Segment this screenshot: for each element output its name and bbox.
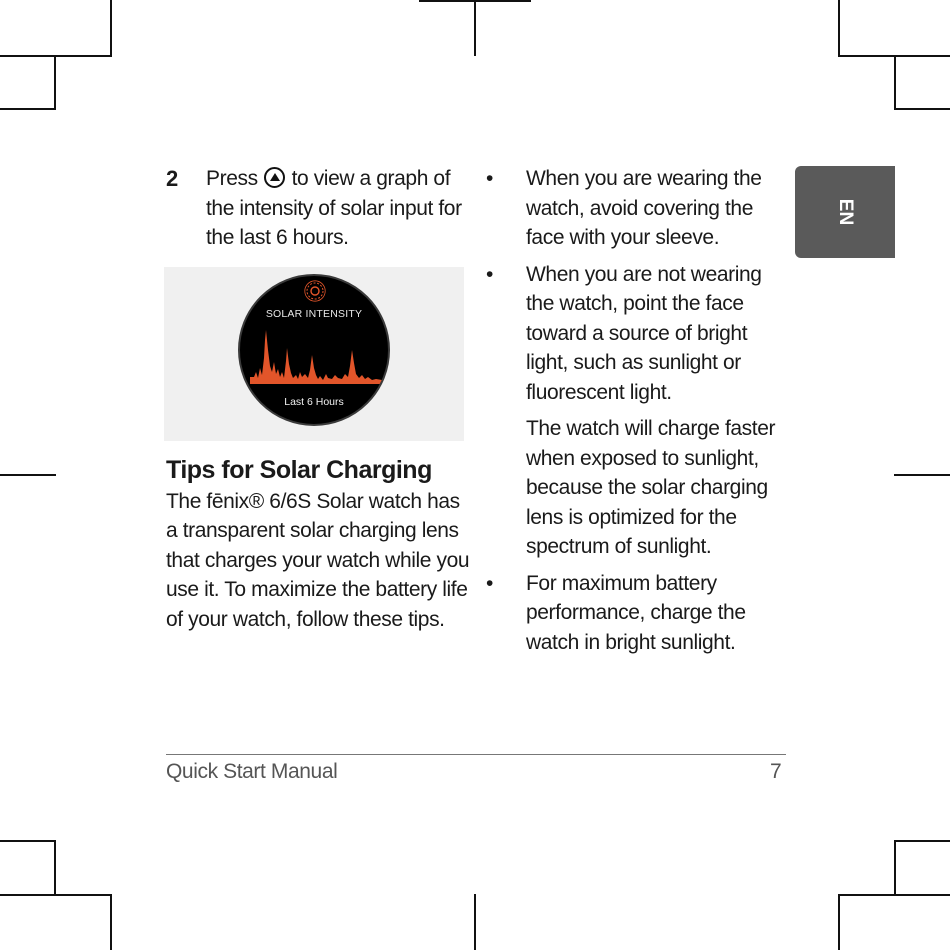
bullet-sub-paragraph: The watch will charge faster when exposed to sunlight, because the solar charging lens is optimized for the spectrum of sunlight. (526, 417, 776, 558)
watch-illustration (164, 267, 464, 441)
step-text-after: to view a graph of the intensity of solar input for the last 6 hours. (206, 167, 462, 249)
crop-mark (894, 840, 950, 842)
right-column (486, 164, 786, 664)
page-number: 7 (770, 760, 782, 783)
bullet-item (486, 260, 786, 408)
crop-mark (838, 894, 950, 896)
crop-mark (894, 840, 896, 895)
bullet-text: When you are wearing the watch, avoid covering the face with your sleeve. (526, 167, 762, 249)
crop-mark (838, 894, 840, 950)
tips-paragraph: The fēnix® 6/6S Solar watch has a transparent solar charging lens that charges your watch while you use it. To maximize the battery life of your watch, follow these tips. (166, 489, 470, 631)
bullet-marker: • (486, 571, 493, 595)
watch-title: SOLAR INTENSITY (265, 307, 363, 320)
up-button-icon (264, 167, 285, 188)
bullet-marker: • (486, 262, 493, 286)
crop-mark (0, 840, 56, 842)
bullet-item (486, 569, 786, 658)
crop-mark (110, 894, 112, 950)
crop-mark (0, 474, 56, 476)
bullet-text: When you are not wearing the watch, point the face toward a source of bright light, such as sunlight or fluorescent light. (526, 262, 762, 404)
crop-mark (54, 840, 56, 895)
step-2 (166, 164, 471, 253)
footer-title: Quick Start Manual (166, 760, 338, 783)
crop-mark (894, 108, 950, 110)
crop-mark (54, 55, 56, 110)
bullet-text: For maximum battery performance, charge the watch in bright sunlight. (526, 571, 746, 654)
crop-mark (110, 0, 112, 57)
crop-mark (894, 474, 950, 476)
crop-mark (0, 894, 112, 896)
section-heading: Tips for Solar Charging (166, 455, 432, 484)
left-column (166, 164, 471, 634)
language-tab (795, 166, 895, 258)
crop-mark (474, 894, 476, 950)
bullet-marker: • (486, 167, 493, 190)
sun-icon (304, 280, 326, 302)
crop-mark (838, 0, 840, 57)
crop-mark (0, 55, 112, 57)
crop-mark (894, 55, 896, 110)
language-label: EN (835, 198, 856, 226)
crop-mark (0, 108, 56, 110)
watch-face (238, 274, 390, 426)
watch-footer: Last 6 Hours (284, 395, 344, 408)
crop-mark (474, 0, 476, 56)
solar-intensity-graph (250, 328, 382, 384)
bullet-item (486, 164, 786, 253)
step-number: 2 (166, 166, 178, 191)
footer-divider (166, 754, 786, 755)
step-text-before: Press (206, 167, 258, 190)
